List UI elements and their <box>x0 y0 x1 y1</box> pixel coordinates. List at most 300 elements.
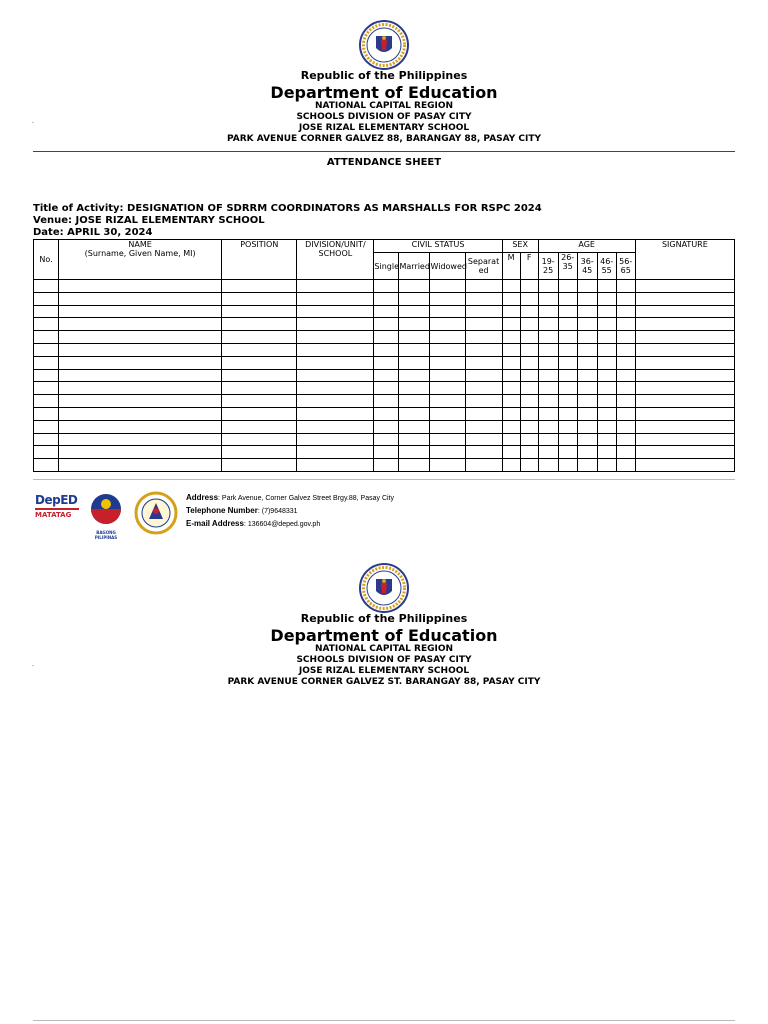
table-cell[interactable] <box>538 331 558 344</box>
table-cell[interactable] <box>616 318 635 331</box>
table-cell[interactable] <box>34 407 59 420</box>
email-value[interactable]: : 136604@deped.gov.ph <box>243 521 321 528</box>
table-cell[interactable] <box>538 395 558 408</box>
table-cell[interactable] <box>616 331 635 344</box>
table-cell[interactable] <box>297 331 374 344</box>
table-cell[interactable] <box>616 343 635 356</box>
table-cell[interactable] <box>399 459 430 472</box>
attendance-table <box>33 239 735 472</box>
matatag-text: MATATAG <box>35 511 72 519</box>
table-cell[interactable] <box>502 369 520 382</box>
table-cell[interactable] <box>59 280 222 293</box>
stray-dot: . <box>32 118 34 125</box>
phone-value: : (7)9648331 <box>257 508 298 515</box>
address-label: Address <box>186 493 219 502</box>
table-cell[interactable] <box>374 395 399 408</box>
table-cell[interactable] <box>430 331 465 344</box>
table-cell[interactable] <box>222 292 297 305</box>
table-cell[interactable] <box>430 280 465 293</box>
table-cell[interactable] <box>59 433 222 446</box>
table-cell[interactable] <box>558 318 577 331</box>
school-seal-icon <box>133 491 179 535</box>
table-cell[interactable] <box>635 356 734 369</box>
table-cell[interactable] <box>430 433 465 446</box>
table-cell[interactable] <box>635 331 734 344</box>
table-cell[interactable] <box>597 292 616 305</box>
table-cell[interactable] <box>502 356 520 369</box>
table-cell[interactable] <box>34 280 59 293</box>
table-cell[interactable] <box>520 331 538 344</box>
age-56-65: 56-65 <box>616 253 635 280</box>
table-cell[interactable] <box>399 356 430 369</box>
table-cell[interactable] <box>558 331 577 344</box>
table-cell[interactable] <box>502 433 520 446</box>
table-cell[interactable] <box>502 446 520 459</box>
table-cell[interactable] <box>538 343 558 356</box>
school-address-2: PARK AVENUE CORNER GALVEZ ST. BARANGAY 88, PASAY CITY <box>227 677 541 687</box>
col-division-header <box>297 240 374 280</box>
sex-f: F <box>520 253 538 280</box>
table-cell[interactable] <box>538 369 558 382</box>
table-cell[interactable] <box>465 343 502 356</box>
table-cell[interactable] <box>430 459 465 472</box>
table-cell[interactable] <box>297 280 374 293</box>
table-cell[interactable] <box>616 420 635 433</box>
table-cell[interactable] <box>222 356 297 369</box>
table-cell[interactable] <box>520 420 538 433</box>
department-title: Department of Education <box>270 83 498 102</box>
table-cell[interactable] <box>558 395 577 408</box>
table-cell[interactable] <box>430 446 465 459</box>
table-cell[interactable] <box>635 318 734 331</box>
table-cell[interactable] <box>520 407 538 420</box>
table-cell[interactable] <box>59 305 222 318</box>
table-cell[interactable] <box>222 420 297 433</box>
table-cell[interactable] <box>222 459 297 472</box>
division-label-2: SCHOOLS DIVISION OF PASAY CITY <box>296 655 472 665</box>
table-cell[interactable] <box>374 446 399 459</box>
age-19-25: 19-25 <box>538 253 558 280</box>
table-cell[interactable] <box>399 280 430 293</box>
table-cell[interactable] <box>34 305 59 318</box>
table-cell[interactable] <box>399 395 430 408</box>
table-cell[interactable] <box>520 369 538 382</box>
table-cell[interactable] <box>616 369 635 382</box>
table-cell[interactable] <box>465 292 502 305</box>
col-name-sub: (Surname, Given Name, MI) <box>84 249 196 258</box>
table-cell[interactable] <box>577 318 597 331</box>
table-cell[interactable] <box>502 420 520 433</box>
table-cell[interactable] <box>502 395 520 408</box>
col-position-header: POSITION <box>222 240 297 280</box>
table-cell[interactable] <box>558 292 577 305</box>
table-cell[interactable] <box>577 343 597 356</box>
table-cell[interactable] <box>34 356 59 369</box>
table-cell[interactable] <box>597 433 616 446</box>
division-label: SCHOOLS DIVISION OF PASAY CITY <box>296 112 472 122</box>
table-cell[interactable] <box>577 433 597 446</box>
table-cell[interactable] <box>502 343 520 356</box>
table-cell[interactable] <box>577 331 597 344</box>
table-cell[interactable] <box>374 318 399 331</box>
table-cell[interactable] <box>538 382 558 395</box>
table-cell[interactable] <box>297 433 374 446</box>
table-cell[interactable] <box>374 331 399 344</box>
table-cell[interactable] <box>374 433 399 446</box>
table-cell[interactable] <box>34 369 59 382</box>
civil-single: Single <box>374 253 399 280</box>
table-cell[interactable] <box>558 280 577 293</box>
bagong-text: BAGONG PILIPINAS <box>94 530 118 540</box>
table-cell[interactable] <box>538 459 558 472</box>
table-cell[interactable] <box>59 446 222 459</box>
table-cell[interactable] <box>635 407 734 420</box>
table-cell[interactable] <box>597 407 616 420</box>
table-cell[interactable] <box>297 292 374 305</box>
table-cell[interactable] <box>538 433 558 446</box>
table-cell[interactable] <box>430 382 465 395</box>
table-cell[interactable] <box>430 395 465 408</box>
table-cell[interactable] <box>465 433 502 446</box>
table-cell[interactable] <box>399 420 430 433</box>
table-cell[interactable] <box>222 395 297 408</box>
table-cell[interactable] <box>222 446 297 459</box>
table-cell[interactable] <box>520 459 538 472</box>
table-cell[interactable] <box>520 292 538 305</box>
table-cell[interactable] <box>59 407 222 420</box>
table-row <box>34 305 735 318</box>
header-rule <box>33 151 735 152</box>
table-cell[interactable] <box>465 331 502 344</box>
table-cell[interactable] <box>59 395 222 408</box>
footer-contact <box>186 492 394 531</box>
table-cell[interactable] <box>399 343 430 356</box>
table-row <box>34 395 735 408</box>
table-cell[interactable] <box>635 280 734 293</box>
table-cell[interactable] <box>597 395 616 408</box>
table-cell[interactable] <box>34 433 59 446</box>
table-cell[interactable] <box>34 459 59 472</box>
table-cell[interactable] <box>465 369 502 382</box>
table-cell[interactable] <box>430 318 465 331</box>
table-cell[interactable] <box>558 446 577 459</box>
table-cell[interactable] <box>222 305 297 318</box>
table-cell[interactable] <box>577 407 597 420</box>
table-cell[interactable] <box>399 305 430 318</box>
table-cell[interactable] <box>59 459 222 472</box>
table-cell[interactable] <box>465 420 502 433</box>
table-cell[interactable] <box>616 280 635 293</box>
table-cell[interactable] <box>577 305 597 318</box>
table-cell[interactable] <box>597 446 616 459</box>
table-cell[interactable] <box>538 446 558 459</box>
table-cell[interactable] <box>374 305 399 318</box>
table-cell[interactable] <box>59 420 222 433</box>
table-row <box>34 459 735 472</box>
table-cell[interactable] <box>635 343 734 356</box>
table-cell[interactable] <box>616 446 635 459</box>
table-row <box>34 331 735 344</box>
table-cell[interactable] <box>502 318 520 331</box>
table-cell[interactable] <box>520 446 538 459</box>
table-cell[interactable] <box>59 318 222 331</box>
table-cell[interactable] <box>577 292 597 305</box>
table-cell[interactable] <box>558 382 577 395</box>
table-cell[interactable] <box>616 407 635 420</box>
table-cell[interactable] <box>597 356 616 369</box>
table-cell[interactable] <box>597 420 616 433</box>
table-cell[interactable] <box>597 331 616 344</box>
table-cell[interactable] <box>635 292 734 305</box>
table-cell[interactable] <box>538 318 558 331</box>
table-cell[interactable] <box>465 305 502 318</box>
table-row <box>34 356 735 369</box>
table-cell[interactable] <box>222 433 297 446</box>
table-cell[interactable] <box>597 343 616 356</box>
table-cell[interactable] <box>297 382 374 395</box>
table-cell[interactable] <box>577 356 597 369</box>
table-cell[interactable] <box>635 369 734 382</box>
table-cell[interactable] <box>577 382 597 395</box>
deped-matatag-logo <box>35 493 79 533</box>
table-cell[interactable] <box>430 407 465 420</box>
table-cell[interactable] <box>558 433 577 446</box>
email-label: E-mail Address <box>186 519 244 528</box>
table-cell[interactable] <box>558 356 577 369</box>
table-cell[interactable] <box>297 369 374 382</box>
table-cell[interactable] <box>374 343 399 356</box>
table-cell[interactable] <box>597 280 616 293</box>
table-cell[interactable] <box>399 331 430 344</box>
col-division-label-1: DIVISION/UNIT/ <box>305 240 366 249</box>
table-cell[interactable] <box>465 459 502 472</box>
table-cell[interactable] <box>34 395 59 408</box>
table-cell[interactable] <box>502 305 520 318</box>
table-row <box>34 343 735 356</box>
table-cell[interactable] <box>297 305 374 318</box>
table-cell[interactable] <box>59 331 222 344</box>
table-cell[interactable] <box>520 356 538 369</box>
table-cell[interactable] <box>616 356 635 369</box>
table-cell[interactable] <box>34 420 59 433</box>
col-sex-header: SEX <box>502 240 538 253</box>
table-cell[interactable] <box>538 305 558 318</box>
table-cell[interactable] <box>538 420 558 433</box>
table-cell[interactable] <box>520 280 538 293</box>
table-cell[interactable] <box>465 318 502 331</box>
table-row <box>34 318 735 331</box>
table-cell[interactable] <box>465 356 502 369</box>
school-address: PARK AVENUE CORNER GALVEZ 88, BARANGAY 88, PASAY CITY <box>226 134 542 144</box>
table-cell[interactable] <box>616 292 635 305</box>
table-cell[interactable] <box>34 292 59 305</box>
table-cell[interactable] <box>577 369 597 382</box>
table-cell[interactable] <box>635 382 734 395</box>
table-cell[interactable] <box>59 343 222 356</box>
table-cell[interactable] <box>465 446 502 459</box>
bagong-pilipinas-logo <box>85 492 127 540</box>
stray-dot-2: . <box>32 661 34 668</box>
table-cell[interactable] <box>597 369 616 382</box>
table-cell[interactable] <box>374 382 399 395</box>
table-cell[interactable] <box>520 305 538 318</box>
table-cell[interactable] <box>558 369 577 382</box>
table-cell[interactable] <box>34 318 59 331</box>
table-cell[interactable] <box>520 318 538 331</box>
table-cell[interactable] <box>430 292 465 305</box>
table-cell[interactable] <box>635 395 734 408</box>
table-row <box>34 433 735 446</box>
table-cell[interactable] <box>222 343 297 356</box>
civil-separated: Separated <box>465 253 502 280</box>
table-row <box>34 407 735 420</box>
table-cell[interactable] <box>465 407 502 420</box>
table-row <box>34 280 735 293</box>
table-cell[interactable] <box>374 420 399 433</box>
table-cell[interactable] <box>222 280 297 293</box>
footer-rule <box>33 479 735 480</box>
table-cell[interactable] <box>635 305 734 318</box>
table-cell[interactable] <box>399 292 430 305</box>
table-cell[interactable] <box>577 395 597 408</box>
activity-date: Date: APRIL 30, 2024 <box>33 227 153 238</box>
table-cell[interactable] <box>430 305 465 318</box>
table-cell[interactable] <box>635 420 734 433</box>
table-cell[interactable] <box>297 420 374 433</box>
school-label: JOSE RIZAL ELEMENTARY SCHOOL <box>298 123 470 133</box>
table-cell[interactable] <box>399 382 430 395</box>
sex-m: M <box>502 253 520 280</box>
table-cell[interactable] <box>297 318 374 331</box>
table-cell[interactable] <box>577 420 597 433</box>
table-cell[interactable] <box>597 305 616 318</box>
table-cell[interactable] <box>465 382 502 395</box>
table-cell[interactable] <box>577 280 597 293</box>
table-cell[interactable] <box>297 343 374 356</box>
col-age-header: AGE <box>538 240 635 253</box>
table-cell[interactable] <box>374 407 399 420</box>
table-cell[interactable] <box>635 433 734 446</box>
table-cell[interactable] <box>616 459 635 472</box>
region-label-2: NATIONAL CAPITAL REGION <box>314 644 454 654</box>
table-cell[interactable] <box>502 292 520 305</box>
table-cell[interactable] <box>222 382 297 395</box>
table-cell[interactable] <box>538 356 558 369</box>
table-row <box>34 446 735 459</box>
table-row <box>34 382 735 395</box>
table-cell[interactable] <box>430 343 465 356</box>
table-cell[interactable] <box>374 356 399 369</box>
table-cell[interactable] <box>635 446 734 459</box>
activity-title: Title of Activity: DESIGNATION OF SDRRM COORDINATORS AS MARSHALLS FOR RSPC 2024 <box>33 203 542 214</box>
table-cell[interactable] <box>502 407 520 420</box>
civil-widowed: Widowed <box>430 253 465 280</box>
table-cell[interactable] <box>399 433 430 446</box>
table-cell[interactable] <box>538 407 558 420</box>
table-cell[interactable] <box>465 280 502 293</box>
table-cell[interactable] <box>616 382 635 395</box>
table-cell[interactable] <box>374 292 399 305</box>
table-cell[interactable] <box>399 407 430 420</box>
table-cell[interactable] <box>399 446 430 459</box>
table-cell[interactable] <box>558 420 577 433</box>
bagong-pilipinas-icon <box>85 492 127 526</box>
table-cell[interactable] <box>520 343 538 356</box>
table-cell[interactable] <box>34 331 59 344</box>
table-cell[interactable] <box>222 407 297 420</box>
table-cell[interactable] <box>465 395 502 408</box>
table-cell[interactable] <box>616 433 635 446</box>
table-cell[interactable] <box>222 318 297 331</box>
table-row <box>34 369 735 382</box>
table-cell[interactable] <box>538 280 558 293</box>
table-cell[interactable] <box>635 459 734 472</box>
table-cell[interactable] <box>430 356 465 369</box>
table-cell[interactable] <box>502 459 520 472</box>
table-cell[interactable] <box>616 305 635 318</box>
col-civil-header: CIVIL STATUS <box>374 240 502 253</box>
table-cell[interactable] <box>34 446 59 459</box>
table-cell[interactable] <box>59 292 222 305</box>
table-cell[interactable] <box>577 446 597 459</box>
table-cell[interactable] <box>558 407 577 420</box>
table-cell[interactable] <box>374 459 399 472</box>
address-value: : Park Avenue, Corner Galvez Street Brgy.88, Pasay City <box>218 495 395 502</box>
table-cell[interactable] <box>597 318 616 331</box>
table-row <box>34 420 735 433</box>
table-cell[interactable] <box>597 382 616 395</box>
table-cell[interactable] <box>34 382 59 395</box>
table-cell[interactable] <box>538 292 558 305</box>
table-cell[interactable] <box>558 305 577 318</box>
table-cell[interactable] <box>520 433 538 446</box>
table-cell[interactable] <box>558 459 577 472</box>
table-cell[interactable] <box>34 343 59 356</box>
table-cell[interactable] <box>520 395 538 408</box>
deped-seal-icon-2 <box>359 563 409 613</box>
table-cell[interactable] <box>297 459 374 472</box>
republic-label: Republic of the Philippines <box>300 69 468 82</box>
table-cell[interactable] <box>222 369 297 382</box>
school-label-2: JOSE RIZAL ELEMENTARY SCHOOL <box>298 666 470 676</box>
table-cell[interactable] <box>374 280 399 293</box>
table-cell[interactable] <box>59 369 222 382</box>
table-cell[interactable] <box>59 356 222 369</box>
table-cell[interactable] <box>430 369 465 382</box>
table-cell[interactable] <box>297 395 374 408</box>
table-cell[interactable] <box>297 446 374 459</box>
col-division-label-2: SCHOOL <box>318 249 353 258</box>
table-cell[interactable] <box>558 343 577 356</box>
age-46-55: 46-55 <box>597 253 616 280</box>
table-cell[interactable] <box>577 459 597 472</box>
table-cell[interactable] <box>502 382 520 395</box>
sheet-title: ATTENDANCE SHEET <box>326 157 442 168</box>
table-cell[interactable] <box>59 382 222 395</box>
table-cell[interactable] <box>520 382 538 395</box>
table-cell[interactable] <box>616 395 635 408</box>
table-cell[interactable] <box>502 331 520 344</box>
table-cell[interactable] <box>399 369 430 382</box>
table-cell[interactable] <box>374 369 399 382</box>
table-cell[interactable] <box>502 280 520 293</box>
table-cell[interactable] <box>597 459 616 472</box>
table-cell[interactable] <box>430 420 465 433</box>
table-cell[interactable] <box>297 407 374 420</box>
table-cell[interactable] <box>297 356 374 369</box>
table-cell[interactable] <box>399 318 430 331</box>
table-cell[interactable] <box>222 331 297 344</box>
